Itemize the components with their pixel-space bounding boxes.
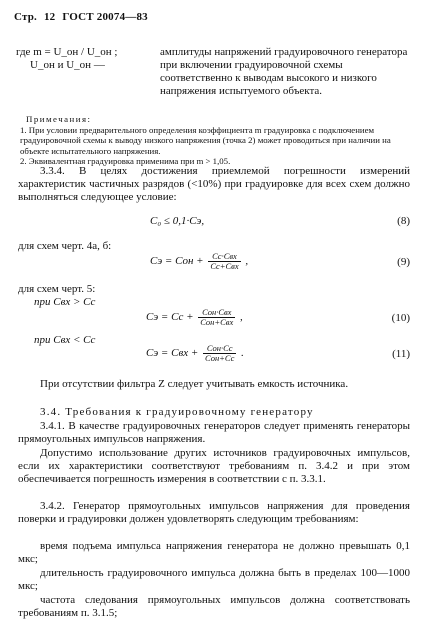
definition-text: амплитуды напряжений градуировочного генератора при включении градуировочной схемы соответственно к выводам высокого и низкого напряжения испытуемого объекта. <box>160 46 408 97</box>
notes-title: Примечания: <box>26 114 92 124</box>
formula-9: Cэ = Cон + $\frac{\text{Cс·Cвх}}{\text{Cс+Cвх}}$ , <box>150 251 249 271</box>
formula-11-denominator: Cон+Cс <box>205 353 235 363</box>
formula-8: C₀ ≤ 0,1·Cэ, <box>150 215 205 227</box>
formula-10-numerator: Cон·Cвх <box>198 308 235 318</box>
formula-11: Cэ = Cвх + $\frac{\text{Cон·Cс}}{\text{Cон+Cс}}$ . <box>146 343 244 363</box>
formula-10: Cэ = Cс + $\frac{\text{Cон·Cвх}}{\text{Cон+Cвх}}$ , <box>146 307 243 327</box>
formula-11-numerator: Cон·Cс <box>203 344 236 354</box>
condition-2: при Cвх < Cс <box>34 334 96 346</box>
paragraph-filter: При отсутствии фильтра Z следует учитывать емкость источника. <box>40 378 349 390</box>
condition-1: при Cвх > Cс <box>34 296 96 308</box>
paragraph-3-4-2: 3.4.2. Генератор прямоугольных импульсов напряжения для проведения поверки и градуировки должен удовлетворять следующим требованиям: <box>18 500 410 526</box>
label-scheme-4: для схем черт. 4а, б: <box>18 240 112 252</box>
formula-9-denominator: Cс+Cвх <box>210 261 239 271</box>
note-item-2: 2. Эквивалентная градуировка применима при m > 1,05. <box>20 156 231 166</box>
standard-code: ГОСТ 20074—83 <box>62 11 148 23</box>
definition-m: где m = U_он / U_он ; <box>16 46 118 58</box>
equation-number-9: (9) <box>397 256 410 268</box>
page-number: 12 <box>43 11 56 23</box>
note-item-1: 1. При условии предварительного определения коэффициента m градуировка с подключением градуировочной схемы к выводу низкого напряжения (точка 2) может проводиться при наличии на объекте испытательного напряжения. <box>20 124 391 156</box>
label-scheme-5: для схем черт. 5: <box>18 283 96 295</box>
page-header <box>14 11 148 23</box>
definitions-block <box>16 46 416 106</box>
paragraph-3-3-4: 3.3.4. В целях достижения приемлемой погрешности измерений характеристик частичных разрядов (<10%) при градуировке для всех схем должно выполняться следующее условие: <box>18 165 410 204</box>
requirement-repetition-rate: частота следования прямоугольных импульсов должна соответствовать требованиям п. 3.1.5; <box>18 594 410 620</box>
formula-9-numerator: Cс·Cвх <box>208 252 240 262</box>
requirement-pulse-duration: длительность градуировочного импульса должна быть в пределах 100—1000 мкс; <box>18 567 410 593</box>
equation-number-8: (8) <box>397 215 410 227</box>
notes-block <box>20 114 412 167</box>
page-prefix: Стр. <box>14 11 38 23</box>
paragraph-allowed-sources: Допустимо использование других источников градуировочных импульсов, если их характеристики соответствуют требованиям п. 3.4.2 и при этом обеспечивается погрешность измерения в соответствии с п. 3.3.1. <box>18 447 410 486</box>
definition-u-symbols: U_он и U_он — <box>30 59 105 71</box>
equation-number-11: (11) <box>392 348 410 360</box>
requirement-rise-time: время подъема импульса напряжения генератора не должно превышать 0,1 мкс; <box>18 540 410 566</box>
equation-number-10: (10) <box>391 312 410 324</box>
formula-10-denominator: Cон+Cвх <box>200 317 234 327</box>
paragraph-3-4-1: 3.4.1. В качестве градуировочных генераторов следует применять генераторы прямоугольных импульсов напряжения. <box>18 420 410 446</box>
section-heading-3-4: 3.4. Требования к градуировочному генератору <box>40 406 314 418</box>
